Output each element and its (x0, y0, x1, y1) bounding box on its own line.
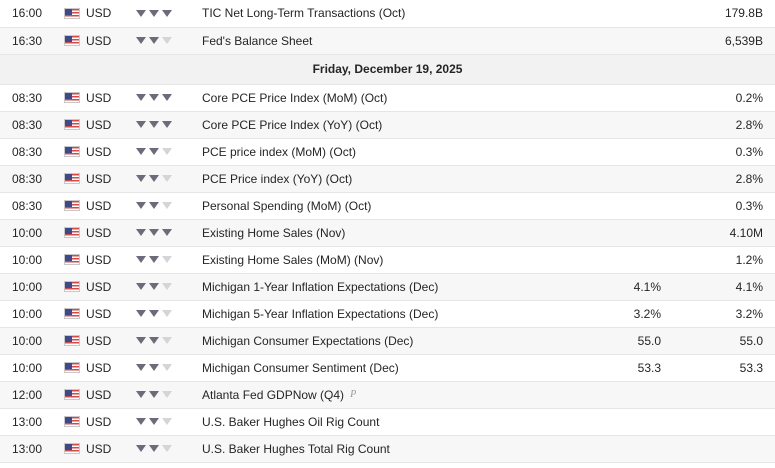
event-name-cell[interactable] (198, 354, 591, 381)
volatility-rating (136, 84, 198, 111)
volatility-bull-icon (136, 281, 147, 292)
calendar-day-header-label: Friday, December 19, 2025 (0, 54, 775, 84)
event-name-cell[interactable] (198, 219, 591, 246)
previous-value: 179.8B (724, 6, 763, 21)
volatility-rating (136, 0, 198, 27)
volatility-bull-icon (162, 281, 173, 292)
volatility-bull-icon (149, 281, 160, 292)
event-name[interactable]: Michigan Consumer Expectations (Dec) (202, 333, 414, 348)
forecast-value: 53.3 (637, 360, 661, 375)
previous-value: 53.3 (739, 360, 763, 375)
volatility-bull-icon (162, 443, 173, 454)
volatility-bull-icon (136, 227, 147, 238)
event-name[interactable]: Core PCE Price Index (MoM) (Oct) (202, 90, 388, 105)
event-time: 10:00 (12, 279, 43, 294)
table-row[interactable] (0, 84, 775, 111)
volatility-rating (136, 246, 198, 273)
table-row[interactable] (0, 111, 775, 138)
preliminary-marker: P (350, 389, 357, 400)
volatility-bull-icon (149, 443, 160, 454)
us-flag-icon (64, 200, 80, 211)
us-flag-icon (64, 119, 80, 130)
table-row[interactable] (0, 138, 775, 165)
event-time: 13:00 (12, 441, 43, 456)
volatility-bull-icon (149, 146, 160, 157)
us-flag-icon (64, 8, 80, 19)
event-time: 16:30 (12, 33, 43, 48)
event-time: 10:00 (12, 252, 43, 267)
event-name[interactable]: PCE Price index (YoY) (Oct) (202, 171, 353, 186)
previous-value: 1.2% (735, 252, 763, 267)
volatility-bull-icon (149, 35, 160, 46)
table-row[interactable] (0, 246, 775, 273)
volatility-bull-icon (162, 8, 173, 19)
currency-cell (64, 111, 136, 138)
volatility-bull-icon (162, 416, 173, 427)
volatility-bull-icon (149, 362, 160, 373)
currency-code: USD (86, 387, 112, 402)
table-row[interactable] (0, 435, 775, 462)
previous-value: 2.8% (735, 171, 763, 186)
event-time: 10:00 (12, 333, 43, 348)
volatility-bull-icon (162, 173, 173, 184)
volatility-bull-icon (136, 92, 147, 103)
volatility-bull-icon (149, 335, 160, 346)
event-time: 08:30 (12, 90, 43, 105)
volatility-bull-icon (162, 335, 173, 346)
currency-code: USD (86, 414, 112, 429)
previous-value: 0.3% (735, 198, 763, 213)
us-flag-icon (64, 173, 80, 184)
volatility-bull-icon (136, 335, 147, 346)
event-name-cell[interactable] (198, 381, 591, 408)
volatility-rating (136, 111, 198, 138)
forecast-value (591, 192, 677, 219)
event-name[interactable]: Core PCE Price Index (YoY) (Oct) (202, 117, 383, 132)
volatility-bull-icon (136, 416, 147, 427)
table-row[interactable] (0, 408, 775, 435)
event-time: 08:30 (12, 198, 43, 213)
event-name[interactable]: TIC Net Long-Term Transactions (Oct) (202, 6, 406, 21)
volatility-bull-icon (162, 146, 173, 157)
event-name[interactable]: Fed's Balance Sheet (202, 33, 313, 48)
us-flag-icon (64, 443, 80, 454)
volatility-rating (136, 327, 198, 354)
volatility-bull-icon (149, 200, 160, 211)
currency-code: USD (86, 225, 112, 240)
volatility-rating (136, 138, 198, 165)
currency-code: USD (86, 33, 112, 48)
currency-cell (64, 327, 136, 354)
currency-code: USD (86, 6, 112, 21)
table-row[interactable] (0, 0, 775, 27)
previous-value: 4.1% (735, 279, 763, 294)
table-row[interactable] (0, 219, 775, 246)
forecast-value (591, 165, 677, 192)
volatility-bull-icon (162, 389, 173, 400)
event-name[interactable]: U.S. Baker Hughes Total Rig Count (202, 441, 390, 456)
us-flag-icon (64, 227, 80, 238)
us-flag-icon (64, 308, 80, 319)
volatility-rating (136, 192, 198, 219)
forecast-value (591, 381, 677, 408)
table-row[interactable] (0, 300, 775, 327)
previous-value: 4.10M (729, 225, 763, 240)
us-flag-icon (64, 92, 80, 103)
currency-code: USD (86, 90, 112, 105)
currency-cell (64, 354, 136, 381)
previous-value (677, 435, 775, 462)
calendar-day-header-row (0, 54, 775, 84)
event-name[interactable]: Existing Home Sales (MoM) (Nov) (202, 252, 384, 267)
event-time: 12:00 (12, 387, 43, 402)
us-flag-icon (64, 146, 80, 157)
currency-code: USD (86, 117, 112, 132)
table-row[interactable] (0, 165, 775, 192)
volatility-bull-icon (162, 308, 173, 319)
event-name-cell[interactable] (198, 27, 591, 54)
volatility-bull-icon (162, 362, 173, 373)
table-row[interactable] (0, 27, 775, 54)
volatility-bull-icon (136, 200, 147, 211)
event-time: 16:00 (12, 6, 43, 21)
previous-value: 2.8% (735, 117, 763, 132)
volatility-rating (136, 435, 198, 462)
previous-value (677, 381, 775, 408)
forecast-value (591, 219, 677, 246)
currency-code: USD (86, 252, 112, 267)
table-row[interactable] (0, 327, 775, 354)
event-name-cell[interactable] (198, 300, 591, 327)
event-time: 13:00 (12, 414, 43, 429)
event-name-cell[interactable] (198, 435, 591, 462)
volatility-bull-icon (149, 389, 160, 400)
volatility-rating (136, 408, 198, 435)
event-time: 08:30 (12, 171, 43, 186)
previous-value: 55.0 (739, 333, 763, 348)
table-row[interactable] (0, 273, 775, 300)
previous-value: 6,539B (724, 33, 763, 48)
forecast-value (591, 84, 677, 111)
event-name[interactable]: Atlanta Fed GDPNow (Q4) (202, 387, 345, 402)
currency-code: USD (86, 198, 112, 213)
us-flag-icon (64, 254, 80, 265)
us-flag-icon (64, 281, 80, 292)
volatility-bull-icon (136, 173, 147, 184)
event-name[interactable]: U.S. Baker Hughes Oil Rig Count (202, 414, 380, 429)
event-time: 08:30 (12, 144, 43, 159)
currency-cell (64, 192, 136, 219)
volatility-rating (136, 165, 198, 192)
table-row[interactable] (0, 354, 775, 381)
event-name[interactable]: Personal Spending (MoM) (Oct) (202, 198, 372, 213)
us-flag-icon (64, 416, 80, 427)
volatility-bull-icon (149, 8, 160, 19)
volatility-bull-icon (149, 92, 160, 103)
volatility-rating (136, 354, 198, 381)
event-name[interactable]: Michigan Consumer Sentiment (Dec) (202, 360, 399, 375)
volatility-bull-icon (162, 227, 173, 238)
volatility-bull-icon (149, 119, 160, 130)
volatility-bull-icon (136, 8, 147, 19)
volatility-bull-icon (149, 416, 160, 427)
currency-cell (64, 27, 136, 54)
forecast-value: 4.1% (633, 279, 661, 294)
volatility-bull-icon (136, 119, 147, 130)
currency-code: USD (86, 144, 112, 159)
volatility-bull-icon (136, 254, 147, 265)
volatility-bull-icon (149, 173, 160, 184)
event-name[interactable]: Michigan 1-Year Inflation Expectations (Dec) (202, 279, 439, 294)
event-name-cell[interactable] (198, 138, 591, 165)
event-name-cell[interactable] (198, 165, 591, 192)
forecast-value (591, 27, 677, 54)
event-name-cell[interactable] (198, 84, 591, 111)
event-name-cell[interactable] (198, 327, 591, 354)
forecast-value: 3.2% (633, 306, 661, 321)
previous-value: 0.3% (735, 144, 763, 159)
event-name-cell[interactable] (198, 111, 591, 138)
volatility-bull-icon (149, 227, 160, 238)
currency-code: USD (86, 171, 112, 186)
us-flag-icon (64, 335, 80, 346)
volatility-rating (136, 300, 198, 327)
previous-value: 0.2% (735, 90, 763, 105)
forecast-value (591, 111, 677, 138)
currency-code: USD (86, 279, 112, 294)
volatility-rating (136, 273, 198, 300)
currency-cell (64, 381, 136, 408)
volatility-bull-icon (149, 254, 160, 265)
us-flag-icon (64, 35, 80, 46)
previous-value: 3.2% (735, 306, 763, 321)
currency-cell (64, 408, 136, 435)
us-flag-icon (64, 389, 80, 400)
forecast-value (591, 435, 677, 462)
volatility-bull-icon (136, 389, 147, 400)
us-flag-icon (64, 362, 80, 373)
forecast-value (591, 408, 677, 435)
event-name-cell[interactable] (198, 0, 591, 27)
forecast-value (591, 246, 677, 273)
event-time: 10:00 (12, 306, 43, 321)
volatility-rating (136, 219, 198, 246)
currency-cell (64, 219, 136, 246)
volatility-bull-icon (162, 35, 173, 46)
event-name[interactable]: Michigan 5-Year Inflation Expectations (Dec) (202, 306, 439, 321)
currency-cell (64, 84, 136, 111)
forecast-value (591, 138, 677, 165)
currency-cell (64, 165, 136, 192)
currency-code: USD (86, 306, 112, 321)
volatility-bull-icon (136, 146, 147, 157)
event-name-cell[interactable] (198, 408, 591, 435)
event-name-cell[interactable] (198, 273, 591, 300)
currency-cell (64, 246, 136, 273)
event-time: 10:00 (12, 225, 43, 240)
volatility-bull-icon (162, 92, 173, 103)
volatility-rating (136, 27, 198, 54)
volatility-bull-icon (136, 35, 147, 46)
event-name[interactable]: Existing Home Sales (Nov) (202, 225, 346, 240)
currency-code: USD (86, 441, 112, 456)
event-time: 08:30 (12, 117, 43, 132)
volatility-bull-icon (149, 308, 160, 319)
volatility-bull-icon (136, 443, 147, 454)
event-name-cell[interactable] (198, 246, 591, 273)
event-name[interactable]: PCE price index (MoM) (Oct) (202, 144, 357, 159)
currency-cell (64, 0, 136, 27)
forecast-value (591, 0, 677, 27)
currency-cell (64, 273, 136, 300)
previous-value (677, 408, 775, 435)
currency-cell (64, 138, 136, 165)
forecast-value: 55.0 (637, 333, 661, 348)
currency-code: USD (86, 360, 112, 375)
volatility-bull-icon (162, 119, 173, 130)
table-row[interactable] (0, 192, 775, 219)
volatility-rating (136, 381, 198, 408)
volatility-bull-icon (162, 200, 173, 211)
volatility-bull-icon (162, 254, 173, 265)
event-name-cell[interactable] (198, 192, 591, 219)
volatility-bull-icon (136, 362, 147, 373)
table-row[interactable] (0, 381, 775, 408)
currency-cell (64, 300, 136, 327)
currency-cell (64, 435, 136, 462)
currency-code: USD (86, 333, 112, 348)
volatility-bull-icon (136, 308, 147, 319)
event-time: 10:00 (12, 360, 43, 375)
